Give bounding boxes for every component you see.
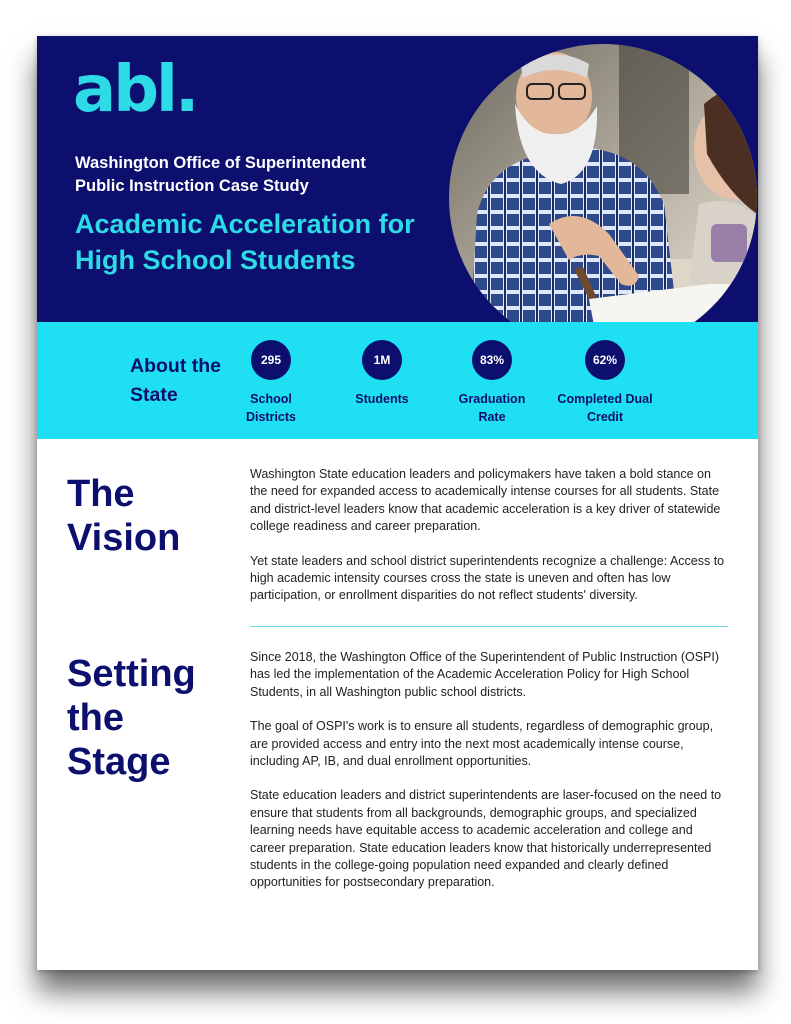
stat-school-districts <box>235 340 307 426</box>
hero-banner <box>37 36 758 322</box>
section-divider <box>250 626 728 627</box>
stat-value-badge: 83% <box>472 340 512 380</box>
vision-body <box>250 466 730 622</box>
vision-paragraph: Washington State education leaders and policymakers have taken a bold stance on the need for expanded access to academically intense courses for all students. State and district-level leaders know that academic acceleration is a key driver of statewide college readiness and career preparation. <box>250 467 721 534</box>
setting-stage-heading: Setting the Stage <box>67 653 196 783</box>
vision-heading: The Vision <box>67 473 181 559</box>
stat-graduation-rate <box>451 340 533 426</box>
stage-paragraph: State education leaders and district superintendents are laser-focused on the need to ensure that students from all backgrounds, demographic groups, and specialized learning needs have equitable access to academic acceleration and college and career preparation. State education leaders know that historically underrepresented students in the college-going population need expanded and clearly defined opportunities for postsecondary preparation. <box>250 788 722 890</box>
stage-paragraph: The goal of OSPI's work is to ensure all students, regardless of demographic group, are provided access and entry into the next most academically intense course, including AP, IB, and dual enrollment opportunities. <box>250 719 714 769</box>
case-study-page <box>37 36 758 970</box>
stat-label: School Districts <box>245 392 297 424</box>
photo-illustration <box>449 44 757 322</box>
state-stats-bar <box>37 322 758 439</box>
stat-value-badge: 295 <box>251 340 291 380</box>
abl-logo: abl. <box>73 53 197 127</box>
setting-stage-body <box>250 649 730 909</box>
about-state-heading: About the State <box>130 355 221 406</box>
stat-value-badge: 62% <box>585 340 625 380</box>
stat-label: Students <box>355 392 409 406</box>
stage-paragraph: Since 2018, the Washington Office of the Superintendent of Public Instruction (OSPI) has led the implementation of the Academic Acceleration Policy for High School Students, in all Washington public school districts. <box>250 650 720 699</box>
stat-label: Graduation Rate <box>458 392 526 424</box>
stat-dual-credit <box>549 340 661 426</box>
teacher-student-photo <box>449 44 757 322</box>
stat-label: Completed Dual Credit <box>557 392 653 424</box>
stat-value-badge: 1M <box>362 340 402 380</box>
vision-paragraph: Yet state leaders and school district superintendents recognize a challenge: Access to high academic intensity courses cross the state is uneven and often has low participation, or enrollment disparities do not reflect students' diversity. <box>250 553 725 603</box>
page-title: Academic Acceleration for High School Students <box>75 209 415 275</box>
case-study-subtitle: Washington Office of Superintendent Public Instruction Case Study <box>75 154 366 195</box>
stat-students <box>345 340 419 408</box>
